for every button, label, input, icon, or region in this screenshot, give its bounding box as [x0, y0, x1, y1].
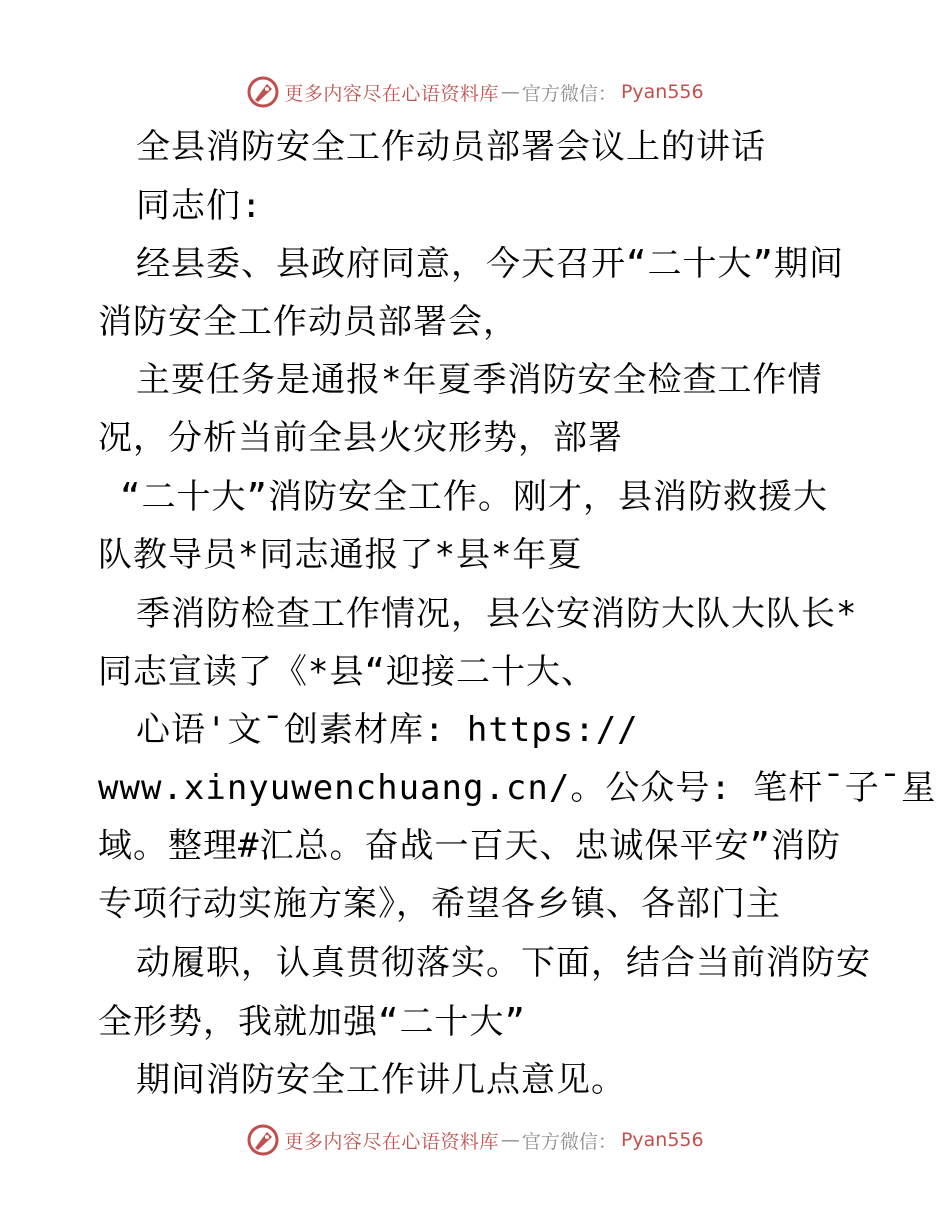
paragraph-line: 主要任务是通报*年夏季消防安全检查工作情 [136, 360, 823, 400]
paragraph-line: 心语'文¯创素材库: https:// [136, 710, 639, 750]
paragraph-line: 同志宣读了《*县“迎接二十大、 [98, 652, 596, 692]
paragraph-line: 专项行动实施方案》，希望各乡镇、各部门主 [98, 884, 781, 924]
paragraph-line: www.xinyuwenchuang.cn/。公众号: 笔杆¯子¯星 [98, 768, 937, 808]
watermark-wechat-id: Pyan556 [620, 1129, 704, 1151]
paragraph-line: 域。整理#汇总。奋战一百天、忠诚保平安”消防 [98, 826, 841, 866]
watermark-banner-bottom [0, 1120, 950, 1160]
paragraph-line: 全形势，我就加强“二十大” [98, 1002, 526, 1042]
watermark-separator: — [500, 81, 520, 103]
watermark-text: 更多内容尽在心语资料库 [284, 82, 499, 105]
pen-nib-logo-icon [246, 1123, 280, 1157]
watermark-wechat-label: 官方微信： [521, 1130, 617, 1153]
watermark-wechat-label: 官方微信： [521, 82, 617, 105]
paragraph-line: 队教导员*同志通报了*县*年夏 [98, 535, 583, 575]
paragraph-line: “二十大”消防安全工作。刚才，县消防救援大 [120, 477, 828, 517]
watermark-wechat-id: Pyan556 [620, 81, 704, 103]
paragraph-line: 消防安全工作动员部署会， [98, 302, 518, 342]
paragraph-line: 期间消防安全工作讲几点意见。 [136, 1060, 626, 1100]
watermark-separator: — [500, 1129, 520, 1151]
paragraph-line: 季消防检查工作情况，县公安消防大队大队长* [136, 594, 858, 634]
salutation-line: 同志们: [136, 186, 263, 226]
watermark-text: 更多内容尽在心语资料库 [284, 1130, 499, 1153]
paragraph-line: 经县委、县政府同意，今天召开“二十大”期间 [136, 244, 844, 284]
document-title: 全县消防安全工作动员部署会议上的讲话 [136, 127, 766, 167]
paragraph-line: 动履职，认真贯彻落实。下面，结合当前消防安 [136, 943, 871, 983]
paragraph-line: 况，分析当前全县火灾形势，部署 [98, 418, 623, 458]
